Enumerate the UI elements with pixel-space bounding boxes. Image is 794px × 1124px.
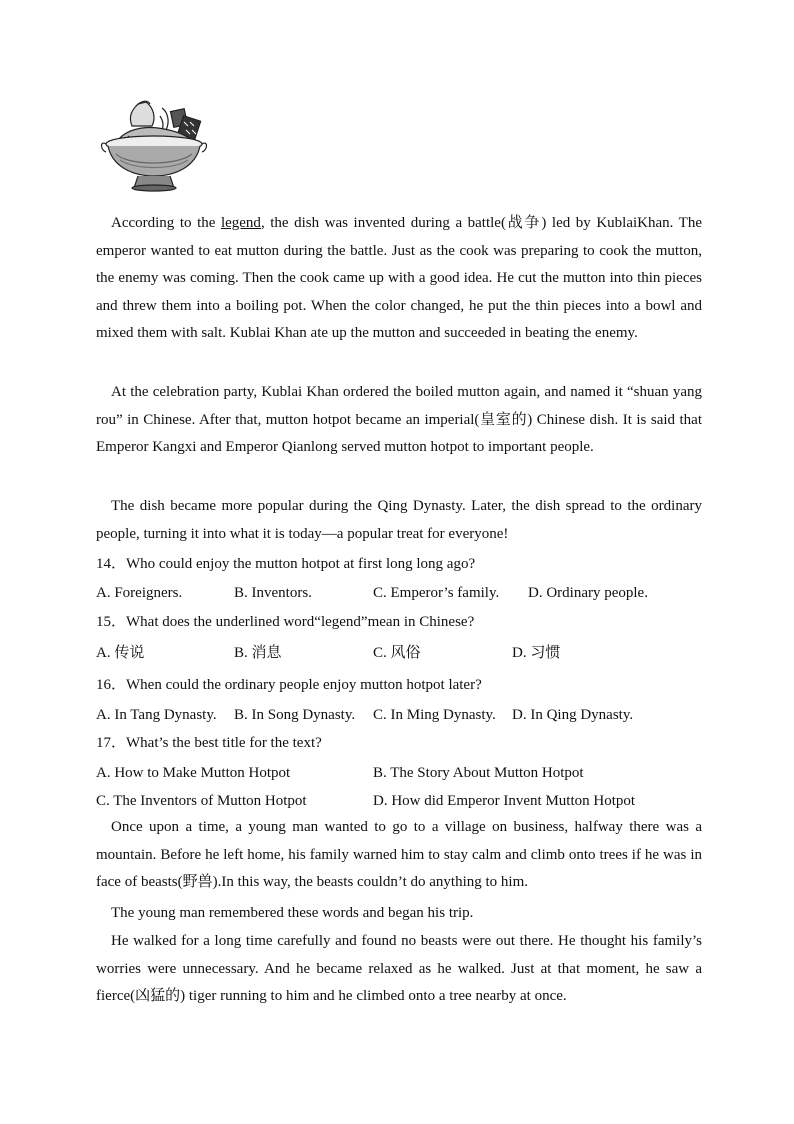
underlined-word-legend: legend xyxy=(220,215,261,231)
q17-option-a[interactable]: A. How to Make Mutton Hotpot xyxy=(96,765,291,781)
q16-option-a[interactable]: A. In Tang Dynasty. xyxy=(96,707,217,723)
question-14: 14．Who could enjoy the mutton hotpot at first long long ago? xyxy=(96,556,476,572)
q17-option-c[interactable]: C. The Inventors of Mutton Hotpot xyxy=(96,793,307,809)
q16-option-b[interactable]: B. In Song Dynasty. xyxy=(234,707,356,723)
q15-option-a[interactable]: A. 传说 xyxy=(96,645,145,661)
q14-option-d[interactable]: D. Ordinary people. xyxy=(528,585,648,601)
q15-option-b[interactable]: B. 消息 xyxy=(234,645,282,661)
q15-option-c[interactable]: C. 风俗 xyxy=(373,645,421,661)
q16-option-d[interactable]: D. In Qing Dynasty. xyxy=(512,707,634,723)
passage2-paragraph3: He walked for a long time carefully and found no beasts were out there. He thought his family’s worries were unnecessary. And he became relaxed as he walked. Just at that moment, he saw a fierce(凶猛的) tiger running to him and he climbed onto a tree nearby at once. xyxy=(96,933,702,1004)
question-15: 15．What does the underlined word“legend”mean in Chinese? xyxy=(96,614,475,630)
q17-option-d[interactable]: D. How did Emperor Invent Mutton Hotpot xyxy=(373,793,636,809)
q14-option-b[interactable]: B. Inventors. xyxy=(234,585,312,601)
question-17: 17．What’s the best title for the text? xyxy=(96,735,322,751)
q15-option-d[interactable]: D. 习惯 xyxy=(512,645,561,661)
q16-option-c[interactable]: C. In Ming Dynasty. xyxy=(373,707,496,723)
passage2-paragraph1: Once upon a time, a young man wanted to go to a village on business, halfway there was a mountain. Before he left home, his family warned him to stay calm and climb onto trees if he was in face of beasts(野兽).In this way, the beasts couldn’t do anything to him. xyxy=(96,819,702,890)
q17-option-b[interactable]: B. The Story About Mutton Hotpot xyxy=(373,765,584,781)
mutton-hotpot-illustration xyxy=(98,96,210,196)
passage1-paragraph1: According to the legend, the dish was invented during a battle(战争) led by KublaiKhan. The emperor wanted to eat mutton during the battle. Just as the cook was preparing to cook the mutton, the enemy was coming. Then the cook came up with a good idea. He cut the mutton into thin pieces and threw them into a boiling pot. When the color changed, he put the thin pieces into a bowl and mixed them with salt. Kublai Khan ate up the mutton and succeeded in beating the enemy. xyxy=(96,215,702,341)
passage1-paragraph2: At the celebration party, Kublai Khan ordered the boiled mutton again, and named it “shuan yang rou” in Chinese. After that, mutton hotpot became an imperial(皇室的) Chinese dish. It is said that Emperor Kangxi and Emperor Qianlong served mutton hotpot to important people. xyxy=(96,384,702,455)
passage2-paragraph2: The young man remembered these words and began his trip. xyxy=(111,905,474,921)
q14-option-c[interactable]: C. Emperor’s family. xyxy=(373,585,500,601)
question-16: 16．When could the ordinary people enjoy mutton hotpot later? xyxy=(96,677,482,693)
q14-option-a[interactable]: A. Foreigners. xyxy=(96,585,183,601)
passage1-paragraph3: The dish became more popular during the Qing Dynasty. Later, the dish spread to the ordinary people, turning it into what it is today—a popular treat for everyone! xyxy=(96,498,702,542)
